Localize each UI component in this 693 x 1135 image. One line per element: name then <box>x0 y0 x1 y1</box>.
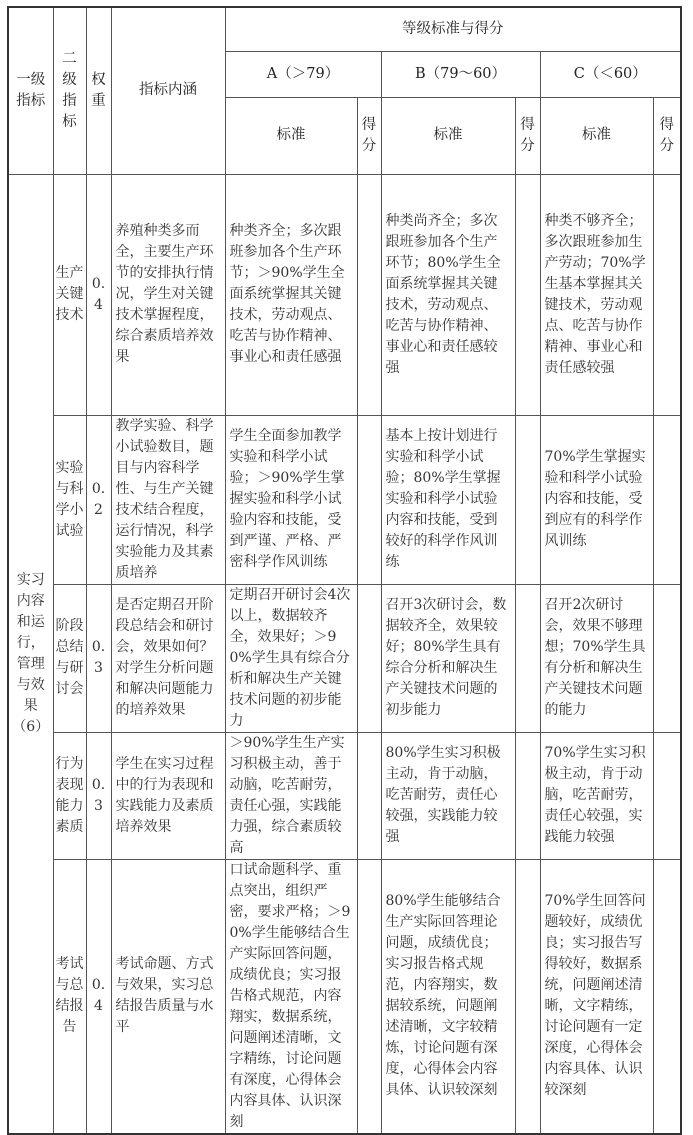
score-b[interactable] <box>515 732 540 859</box>
weight: 0.4 <box>86 174 111 415</box>
header-weight: 权重 <box>86 7 111 174</box>
level2-indicator: 考试与总结报告 <box>53 859 86 1134</box>
table-row <box>8 415 681 584</box>
connotation: 是否定期召开阶段总结会和研讨会，效果如何？对学生分析问题和解决问题能力的培养效果 <box>111 584 225 732</box>
score-b[interactable] <box>515 584 540 732</box>
table-row <box>8 859 681 1134</box>
score-c[interactable] <box>653 859 681 1134</box>
standard-b: 80%学生能够结合生产实际回答理论问题，成绩优良；实习报告格式规范，内容翔实，数据较系统，问题阐述清晰，文字较精炼，讨论问题有深度，心得体会内容具体、认识较深刻 <box>381 859 515 1134</box>
header-level1: 一级指标 <box>8 7 53 174</box>
level2-indicator: 生产关键技术 <box>53 174 86 415</box>
score-a[interactable] <box>357 584 381 732</box>
score-c[interactable] <box>653 584 681 732</box>
connotation: 养殖种类多而全，主要生产环节的安排执行情况，学生对关键技术掌握程度，综合素质培养效果 <box>111 174 225 415</box>
header-grade-c: C（＜60） <box>540 51 681 97</box>
table-row <box>8 584 681 732</box>
weight: 0.3 <box>86 584 111 732</box>
standard-a: 学生全面参加教学实验和科学小试验；＞90%学生掌握实验和科学小试验内容和技能，受到严谨、严格、严密科学作风训练 <box>225 415 357 584</box>
standard-c: 70%学生回答问题较好，成绩优良；实习报告写得较好，数据系统，问题阐述清晰，文字精练，讨论问题有一定深度，心得体会内容具体、认识较深刻 <box>540 859 653 1134</box>
weight: 0.4 <box>86 859 111 1134</box>
standard-b: 基本上按计划进行实验和科学小试验；80%学生掌握实验和科学小试验内容和技能，受到较好的科学作风训练 <box>381 415 515 584</box>
score-c[interactable] <box>653 415 681 584</box>
header-level2: 二级指标 <box>53 7 86 174</box>
score-a[interactable] <box>357 174 381 415</box>
table-row <box>8 732 681 859</box>
score-b[interactable] <box>515 174 540 415</box>
level1-indicator: 实习内容和运行，管理与效果（6） <box>8 174 53 1134</box>
score-b[interactable] <box>515 415 540 584</box>
header-grade-a: A（＞79） <box>225 51 381 97</box>
standard-a: 口试命题科学、重点突出，组织严密，要求严格；＞90%学生能够结合生产实际回答问题，成绩优良；实习报告格式规范，内容翔实，数据系统，问题阐述清晰，文字精练，讨论问题有深度，心得体会内容具体、认识深刻 <box>225 859 357 1134</box>
table-row <box>8 174 681 415</box>
connotation: 学生在实习过程中的行为表现和实践能力及素质培养效果 <box>111 732 225 859</box>
standard-b: 种类尚齐全；多次跟班参加各个生产环节；80%学生全面系统掌握其关键技术，劳动观点、吃苦与协作精神、事业心和责任感较强 <box>381 174 515 415</box>
score-a[interactable] <box>357 859 381 1134</box>
level2-indicator: 实验与科学小试验 <box>53 415 86 584</box>
header-standard-a: 标准 <box>225 97 357 174</box>
score-c[interactable] <box>653 174 681 415</box>
header-score-b: 得分 <box>515 97 540 174</box>
weight: 0.2 <box>86 415 111 584</box>
score-a[interactable] <box>357 732 381 859</box>
header-grade-b: B（79～60） <box>381 51 540 97</box>
header-connotation: 指标内涵 <box>111 7 225 174</box>
header-grade-group: 等级标准与得分 <box>225 7 681 51</box>
evaluation-table <box>7 6 682 1135</box>
score-b[interactable] <box>515 859 540 1134</box>
header-score-c: 得分 <box>653 97 681 174</box>
standard-b: 80%学生实习积极主动，肯于动脑，吃苦耐劳，责任心较强，实践能力较强 <box>381 732 515 859</box>
score-c[interactable] <box>653 732 681 859</box>
header-score-a: 得分 <box>357 97 381 174</box>
standard-c: 种类不够齐全；多次跟班参加生产劳动；70%学生基本掌握其关键技术，劳动观点、吃苦与协作精神、事业心和责任感较强 <box>540 174 653 415</box>
level2-indicator: 行为表现能力素质 <box>53 732 86 859</box>
connotation: 教学实验、科学小试验数目，题目与内容科学性、与生产关键技术结合程度，运行情况，科学实验能力及其素质培养 <box>111 415 225 584</box>
weight: 0.3 <box>86 732 111 859</box>
standard-c: 70%学生掌握实验和科学小试验内容和技能，受到应有的科学作风训练 <box>540 415 653 584</box>
standard-c: 召开2次研讨会，效果不够理想；70%学生具有分析和解决生产关键技术问题的能力 <box>540 584 653 732</box>
header-standard-c: 标准 <box>540 97 653 174</box>
standard-a: 种类齐全；多次跟班参加各个生产环节；＞90%学生全面系统掌握其关键技术，劳动观点、吃苦与协作精神、事业心和责任感强 <box>225 174 357 415</box>
standard-c: 70%学生实习积极主动，肯于动脑，吃苦耐劳，责任心较强，实践能力较强 <box>540 732 653 859</box>
standard-b: 召开3次研讨会，数据较齐全，效果较好；80%学生具有综合分析和解决生产关键技术问题的初步能力 <box>381 584 515 732</box>
connotation: 考试命题、方式与效果，实习总结报告质量与水平 <box>111 859 225 1134</box>
standard-a: ＞90%学生生产实习积极主动，善于动脑，吃苦耐劳，责任心强，实践能力强，综合素质较高 <box>225 732 357 859</box>
header-standard-b: 标准 <box>381 97 515 174</box>
standard-a: 定期召开研讨会4次以上，数据较齐全，效果好；＞90%学生具有综合分析和解决生产关键技术问题的初步能力 <box>225 584 357 732</box>
level2-indicator: 阶段总结与研讨会 <box>53 584 86 732</box>
score-a[interactable] <box>357 415 381 584</box>
